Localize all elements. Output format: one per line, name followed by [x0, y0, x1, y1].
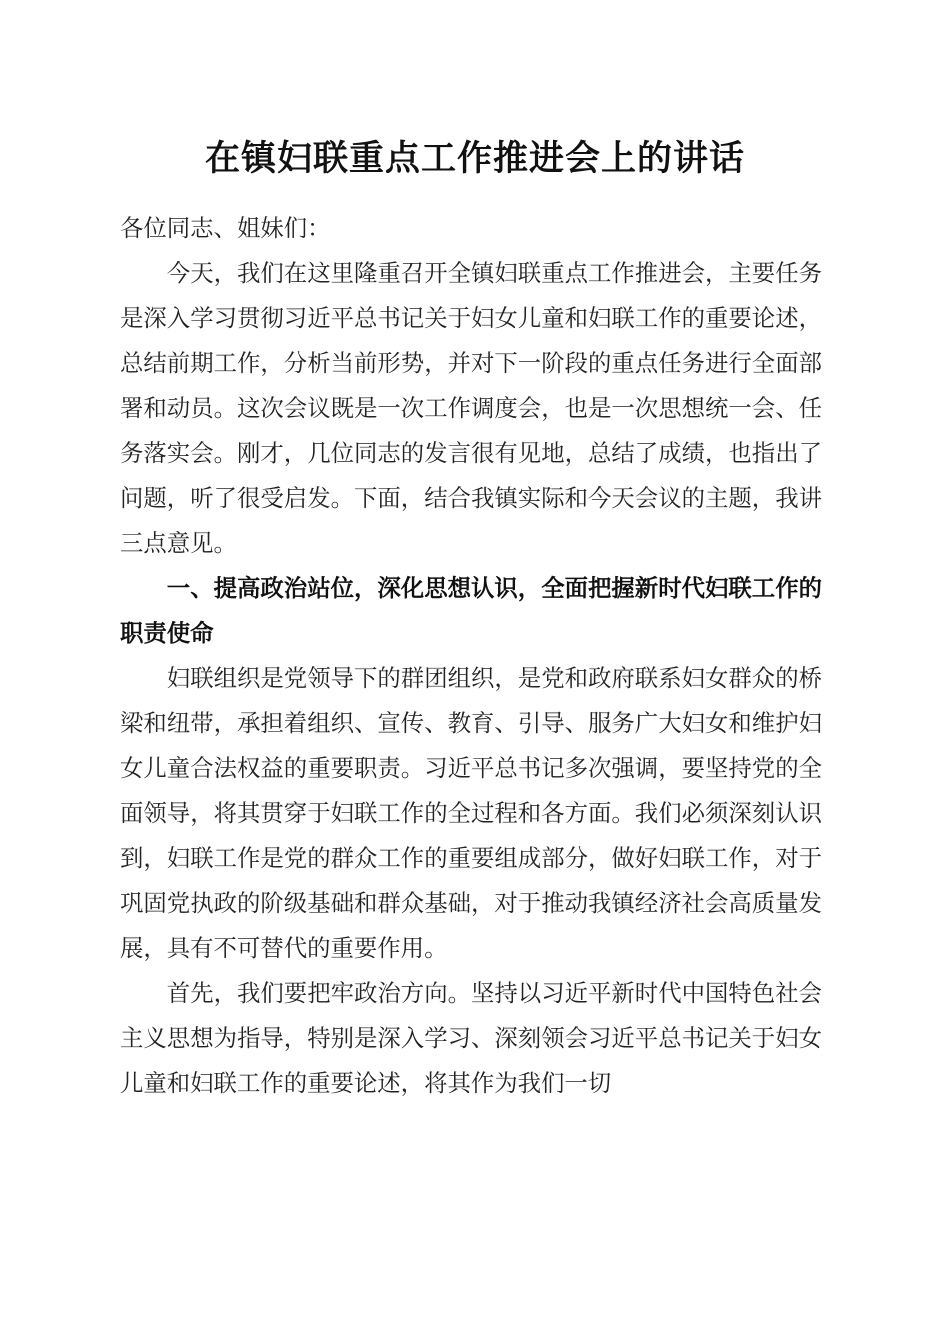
- paragraph-intro: 今天，我们在这里隆重召开全镇妇联重点工作推进会，主要任务是深入学习贯彻习近平总书记关于妇女儿童和妇联工作的重要论述，总结前期工作，分析当前形势，并对下一阶段的重点任务进行全面部署和动员。这次会议既是一次工作调度会，也是一次思想统一会、任务落实会。刚才，几位同志的发言很有见地，总结了成绩，也指出了问题，听了很受启发。下面，结合我镇实际和今天会议的主题，我讲三点意见。: [120, 259, 822, 557]
- salutation: 各位同志、姐妹们：: [120, 214, 331, 242]
- section-heading-1: 一、提高政治站位，深化思想认识，全面把握新时代妇联工作的职责使命: [120, 574, 822, 647]
- paragraph-section1-2: 首先，我们要把牢政治方向。坚持以习近平新时代中国特色社会主义思想为指导，特别是深入学习、深刻领会习近平总书记关于妇女儿童和妇联工作的重要论述，将其作为我们一切: [120, 979, 822, 1097]
- document-body: [120, 206, 822, 1106]
- paragraph-section1-1: 妇联组织是党领导下的群团组织，是党和政府联系妇女群众的桥梁和纽带，承担着组织、宣传、教育、引导、服务广大妇女和维护妇女儿童合法权益的重要职责。习近平总书记多次强调，要坚持党的全面领导，将其贯穿于妇联工作的全过程和各方面。我们必须深刻认识到，妇联工作是党的群众工作的重要组成部分，做好妇联工作，对于巩固党执政的阶级基础和群众基础，对于推动我镇经济社会高质量发展，具有不可替代的重要作用。: [120, 664, 822, 962]
- document-title: 在镇妇联重点工作推进会上的讲话: [204, 138, 745, 179]
